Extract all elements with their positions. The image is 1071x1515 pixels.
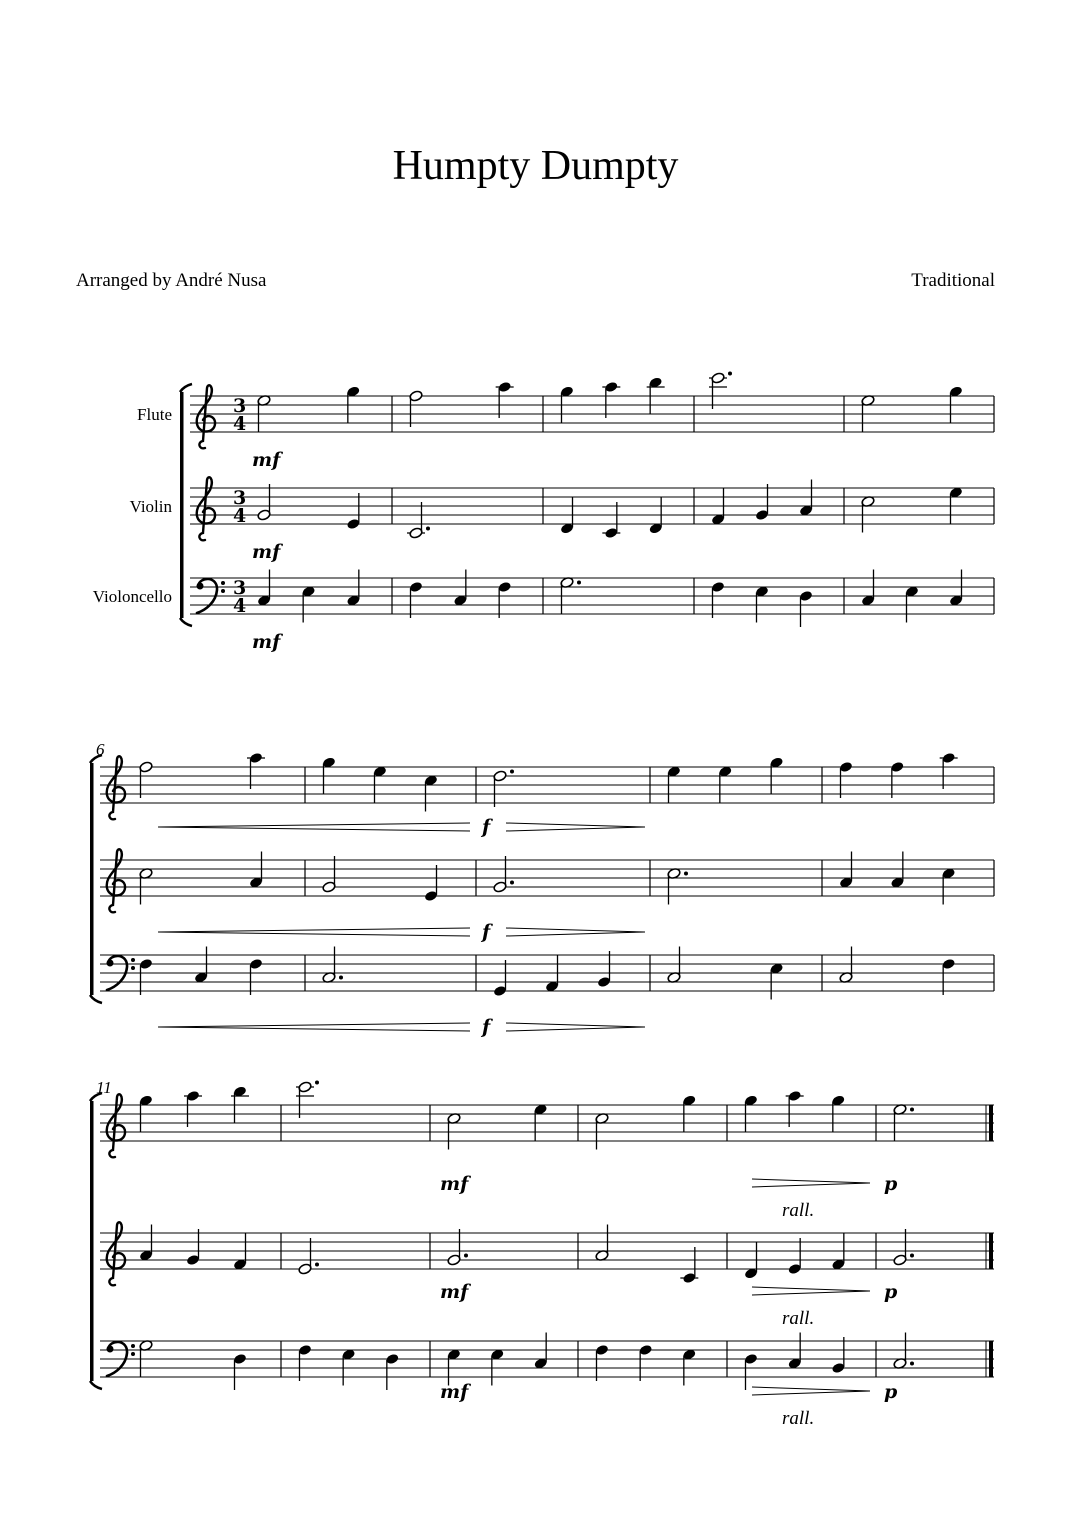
- bass-clef-dot: [131, 958, 135, 962]
- augmentation-dot: [910, 1254, 914, 1258]
- arranger-credit: Arranged by André Nusa: [76, 270, 267, 291]
- instrument-label-flute: Flute: [137, 405, 172, 424]
- diminuendo-hairpin: [752, 1291, 870, 1295]
- bass-clef-dot: [107, 960, 114, 967]
- augmentation-dot: [910, 1362, 914, 1366]
- augmentation-dot: [510, 770, 514, 774]
- diminuendo-hairpin: [506, 1027, 645, 1031]
- augmentation-dot: [464, 1254, 468, 1258]
- dynamic-p: p: [884, 1281, 898, 1303]
- bass-clef-dot: [197, 583, 204, 590]
- diminuendo-hairpin: [506, 932, 645, 936]
- treble-clef-icon: [107, 1222, 125, 1285]
- time-signature-top: 3: [233, 487, 247, 509]
- crescendo-hairpin: [158, 928, 470, 932]
- time-signature-bottom: 4: [233, 595, 247, 617]
- instrument-label-violin: Violin: [129, 497, 172, 516]
- bracket-hook: [90, 1381, 102, 1389]
- rall-marking: rall.: [782, 1308, 815, 1329]
- composer-credit: Traditional: [911, 270, 995, 291]
- diminuendo-hairpin: [752, 1287, 870, 1291]
- treble-clef-icon: [107, 849, 125, 912]
- dynamic-p: p: [884, 1381, 898, 1403]
- time-signature-top: 3: [233, 395, 247, 417]
- time-signature-top: 3: [233, 577, 247, 599]
- bass-clef-dot: [131, 1344, 135, 1348]
- diminuendo-hairpin: [752, 1179, 870, 1183]
- dynamic-f: f: [482, 816, 491, 838]
- augmentation-dot: [684, 872, 688, 876]
- bracket-hook: [180, 618, 192, 626]
- treble-clef-icon: [197, 477, 215, 540]
- measure-number: 11: [96, 1078, 112, 1097]
- diminuendo-hairpin: [752, 1387, 870, 1391]
- final-barline: [989, 1233, 993, 1269]
- crescendo-hairpin: [158, 827, 470, 831]
- dynamic-p: p: [884, 1173, 898, 1195]
- bass-clef-dot: [131, 1352, 135, 1356]
- augmentation-dot: [339, 976, 343, 980]
- dynamic-mf: mf: [252, 449, 281, 471]
- dynamic-f: f: [482, 921, 491, 943]
- dynamic-f: f: [482, 1016, 491, 1038]
- bracket-hook: [90, 995, 102, 1003]
- treble-clef-icon: [107, 1094, 125, 1157]
- final-barline: [989, 1105, 993, 1141]
- time-signature-bottom: 4: [233, 505, 247, 527]
- augmentation-dot: [910, 1108, 914, 1112]
- bass-clef-dot: [131, 966, 135, 970]
- crescendo-hairpin: [158, 1023, 470, 1027]
- bracket-hook: [180, 384, 192, 392]
- diminuendo-hairpin: [506, 823, 645, 827]
- diminuendo-hairpin: [506, 1023, 645, 1027]
- augmentation-dot: [426, 527, 430, 531]
- diminuendo-hairpin: [752, 1391, 870, 1395]
- diminuendo-hairpin: [506, 827, 645, 831]
- treble-clef-icon: [107, 756, 125, 819]
- system-bracket: [180, 392, 184, 618]
- treble-clef-icon: [197, 385, 215, 448]
- augmentation-dot: [728, 372, 732, 376]
- dynamic-mf: mf: [252, 541, 281, 563]
- crescendo-hairpin: [158, 823, 470, 827]
- crescendo-hairpin: [158, 932, 470, 936]
- time-signature-bottom: 4: [233, 413, 247, 435]
- augmentation-dot: [577, 581, 581, 585]
- bass-clef-dot: [107, 1346, 114, 1353]
- rall-marking: rall.: [782, 1200, 815, 1221]
- augmentation-dot: [315, 1263, 319, 1267]
- system-bracket: [90, 763, 94, 995]
- augmentation-dot: [510, 881, 514, 885]
- final-barline: [989, 1341, 993, 1377]
- dynamic-mf: mf: [440, 1173, 469, 1195]
- dynamic-mf: mf: [440, 1281, 469, 1303]
- instrument-label-cello: Violoncello: [92, 587, 172, 606]
- dynamic-mf: mf: [440, 1381, 469, 1403]
- crescendo-hairpin: [158, 1027, 470, 1031]
- dynamic-mf: mf: [252, 631, 281, 653]
- rall-marking: rall.: [782, 1408, 815, 1429]
- bass-clef-dot: [221, 589, 225, 593]
- bass-clef-dot: [221, 581, 225, 585]
- diminuendo-hairpin: [506, 928, 645, 932]
- augmentation-dot: [315, 1081, 319, 1085]
- score-title: Humpty Dumpty: [392, 143, 679, 189]
- measure-number: 6: [96, 740, 105, 759]
- diminuendo-hairpin: [752, 1183, 870, 1187]
- system-bracket: [90, 1101, 94, 1381]
